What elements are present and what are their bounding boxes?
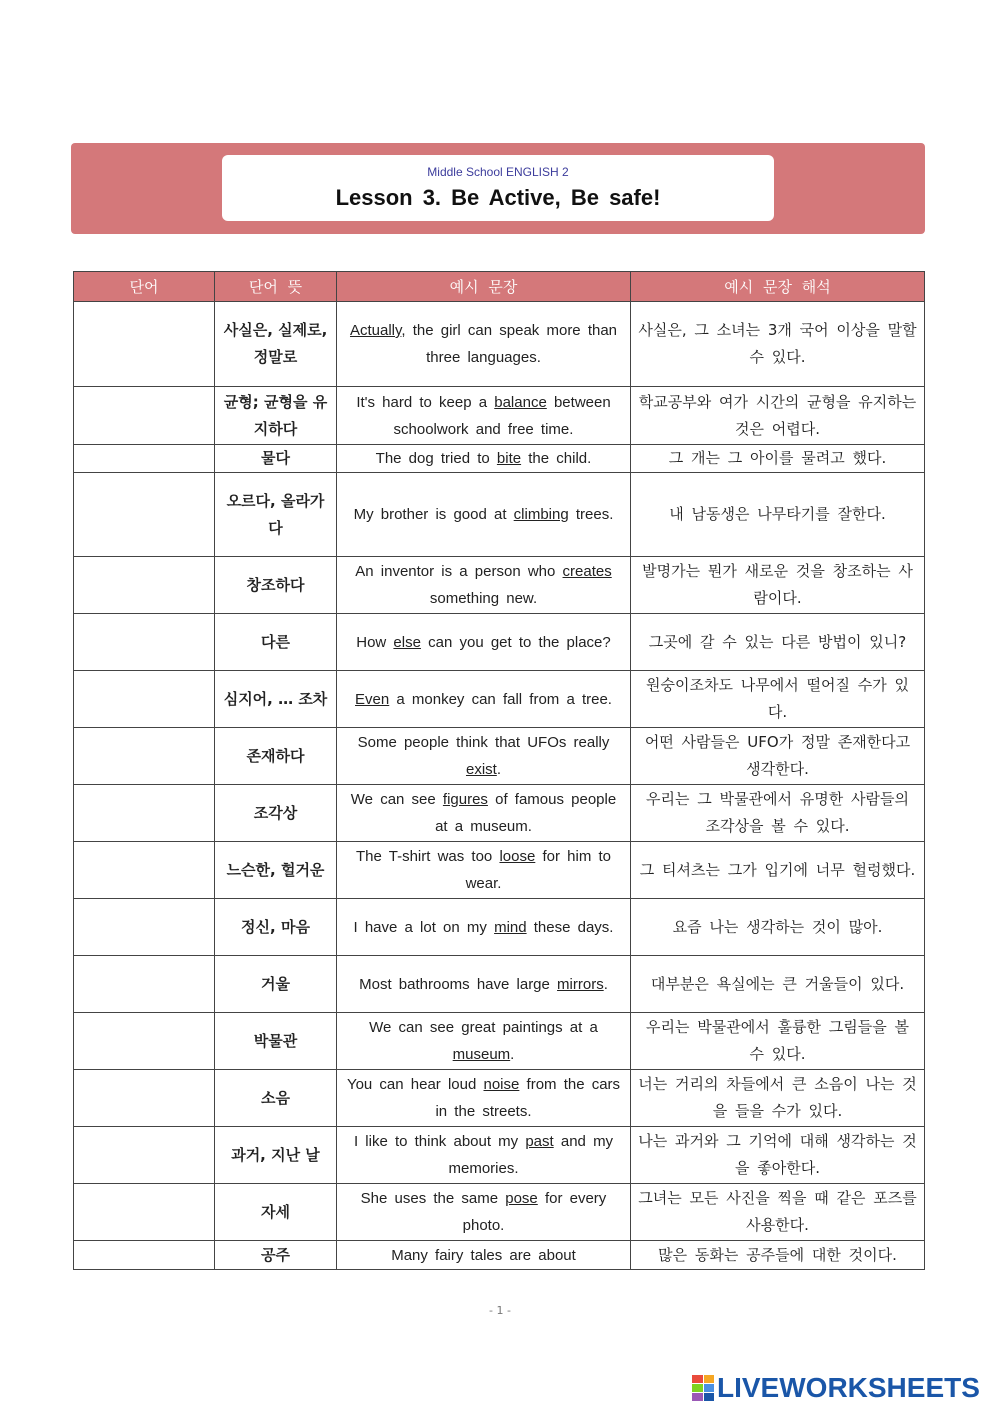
example-keyword: museum [452,1046,511,1063]
example-sentence [337,387,631,445]
example-text-before: You can hear loud [346,1076,484,1093]
example-keyword: pose [505,1190,538,1207]
example-keyword: bite [496,450,522,467]
example-text-after: . [603,975,608,993]
example-keyword: noise [483,1076,520,1093]
table-row [74,842,925,899]
word-meaning: 느슨한, 헐거운 [215,842,337,899]
word-meaning: 거울 [215,956,337,1013]
example-text-after: . [496,761,501,778]
word-meaning: 심지어, … 조차 [215,671,337,728]
word-meaning: 창조하다 [215,557,337,614]
example-sentence [337,785,631,842]
example-keyword: exist [465,761,497,778]
word-answer-cell[interactable] [74,387,215,445]
word-meaning: 공주 [215,1241,337,1270]
vocabulary-table [73,271,925,1270]
example-keyword: loose [499,848,536,865]
example-sentence [337,728,631,785]
example-text-before: We can see great paintings at a [369,1019,598,1036]
example-sentence [337,1127,631,1184]
word-meaning: 과거, 지난 날 [215,1127,337,1184]
word-answer-cell[interactable] [74,956,215,1013]
example-translation: 너는 거리의 차들에서 큰 소음이 나는 것을 들을 수가 있다. [631,1070,925,1127]
word-meaning: 물다 [215,445,337,473]
example-text-before: I have a lot on my [353,918,495,936]
example-keyword: mind [494,918,527,936]
example-text-after: these days. [526,918,614,936]
example-translation: 내 남동생은 나무타기를 잘한다. [631,473,925,557]
table-row [74,1184,925,1241]
column-header-translation: 예시 문장 해석 [631,272,925,302]
example-text-after: the child. [521,450,592,467]
example-translation: 대부분은 욕실에는 큰 거울들이 있다. [631,956,925,1013]
table-row [74,302,925,387]
example-text-after: . [510,1046,515,1063]
example-sentence [337,1070,631,1127]
word-meaning: 정신, 마음 [215,899,337,956]
example-text-after: for him to wear. [465,848,611,892]
example-text-before: How [356,633,394,651]
example-keyword: mirrors [557,975,604,993]
table-row [74,557,925,614]
example-translation: 우리는 그 박물관에서 유명한 사람들의 조각상을 볼 수 있다. [631,785,925,842]
word-meaning: 조각상 [215,785,337,842]
example-sentence [337,1184,631,1241]
example-sentence [337,899,631,956]
word-answer-cell[interactable] [74,728,215,785]
example-text-before: It's hard to keep a [356,393,495,411]
word-answer-cell[interactable] [74,445,215,473]
example-translation: 우리는 박물관에서 훌륭한 그림들을 볼 수 있다. [631,1013,925,1070]
example-translation: 그 티셔츠는 그가 입기에 너무 헐렁했다. [631,842,925,899]
example-text-after: and my memories. [448,1133,614,1177]
column-header-meaning: 단어 뜻 [215,272,337,302]
example-sentence [337,671,631,728]
example-sentence [337,1241,631,1270]
example-translation: 발명가는 뭔가 새로운 것을 창조하는 사람이다. [631,557,925,614]
example-translation: 많은 동화는 공주들에 대한 것이다. [631,1241,925,1270]
word-answer-cell[interactable] [74,1070,215,1127]
word-meaning: 균형; 균형을 유지하다 [215,387,337,445]
table-row [74,728,925,785]
banner-title-box [222,155,774,221]
example-text-after: trees. [568,506,614,523]
word-meaning: 사실은, 실제로, 정말로 [215,302,337,387]
example-translation: 요즘 나는 생각하는 것이 많아. [631,899,925,956]
table-row [74,1013,925,1070]
example-keyword: Actually [349,322,402,339]
example-translation: 그 개는 그 아이를 물려고 했다. [631,445,925,473]
example-text-before: Most bathrooms have large [359,975,558,993]
example-text-after: something new. [429,590,538,607]
example-translation: 어떤 사람들은 UFO가 정말 존재한다고 생각한다. [631,728,925,785]
column-header-word: 단어 [74,272,215,302]
table-row [74,473,925,557]
table-header-row [74,272,925,302]
word-answer-cell[interactable] [74,614,215,671]
column-header-example: 예시 문장 [337,272,631,302]
example-keyword: past [525,1133,554,1150]
example-text-after: a monkey can fall from a tree. [389,690,612,708]
word-answer-cell[interactable] [74,1184,215,1241]
logo-text: LIVEWORKSHEETS [717,1372,980,1403]
example-translation: 학교공부와 여가 시간의 균형을 유지하는 것은 어렵다. [631,387,925,445]
word-answer-cell[interactable] [74,473,215,557]
example-text-after: from the cars in the streets. [435,1076,621,1120]
lesson-banner [71,143,925,234]
example-sentence [337,1013,631,1070]
example-translation: 그녀는 모든 사진을 찍을 때 같은 포즈를 사용한다. [631,1184,925,1241]
word-answer-cell[interactable] [74,302,215,387]
example-text-after: of famous people at a museum. [435,791,617,835]
example-sentence [337,473,631,557]
table-row [74,614,925,671]
word-meaning: 오르다, 올라가다 [215,473,337,557]
example-keyword: else [393,633,421,651]
liveworksheets-logo-icon [692,1375,714,1401]
word-answer-cell[interactable] [74,842,215,899]
example-text-before: Some people think that UFOs really [357,734,610,751]
example-translation: 나는 과거와 그 기억에 대해 생각하는 것을 좋아한다. [631,1127,925,1184]
example-keyword: figures [442,791,488,808]
example-text-before: My brother is good at [353,506,514,523]
example-text-before: I like to think about my [353,1133,526,1150]
example-text-before: Many fairy tales are about [391,1246,576,1264]
word-answer-cell[interactable] [74,557,215,614]
word-answer-cell[interactable] [74,1241,215,1270]
table-row [74,956,925,1013]
example-keyword: climbing [513,506,569,523]
word-answer-cell[interactable] [74,785,215,842]
example-text-before: An inventor is a person who [355,563,563,580]
table-row [74,899,925,956]
word-answer-cell[interactable] [74,671,215,728]
word-answer-cell[interactable] [74,899,215,956]
example-text-before: We can see [350,791,443,808]
lesson-title: Lesson 3. Be Active, Be safe! [335,185,661,210]
word-meaning: 박물관 [215,1013,337,1070]
table-row [74,785,925,842]
word-meaning: 소음 [215,1070,337,1127]
table-row [74,1241,925,1270]
example-sentence [337,614,631,671]
word-meaning: 다른 [215,614,337,671]
example-sentence [337,956,631,1013]
example-keyword: balance [494,393,547,411]
example-text-after: , the girl can speak more than three languages. [401,322,618,366]
example-text-before: The dog tried to [375,450,497,467]
example-keyword: Even [355,690,390,708]
word-answer-cell[interactable] [74,1127,215,1184]
example-text-after: between schoolwork and free time. [393,393,611,438]
word-meaning: 자세 [215,1184,337,1241]
word-meaning: 존재하다 [215,728,337,785]
example-translation: 사실은, 그 소녀는 3개 국어 이상을 말할 수 있다. [631,302,925,387]
example-sentence [337,842,631,899]
table-row [74,1127,925,1184]
example-text-before: She uses the same [360,1190,506,1207]
example-sentence [337,445,631,473]
table-row [74,387,925,445]
example-text-after: for every photo. [462,1190,607,1234]
table-row [74,1070,925,1127]
example-translation: 원숭이조차도 나무에서 떨어질 수가 있다. [631,671,925,728]
liveworksheets-logo [692,1374,980,1402]
example-sentence [337,557,631,614]
example-text-after: can you get to the place? [420,633,611,651]
page-number: - 1 - [489,1304,511,1317]
example-sentence [337,302,631,387]
example-translation: 그곳에 갈 수 있는 다른 방법이 있니? [631,614,925,671]
table-row [74,671,925,728]
example-text-before: The T-shirt was too [356,848,500,865]
example-keyword: creates [562,563,612,580]
word-answer-cell[interactable] [74,1013,215,1070]
table-row [74,445,925,473]
course-subtitle: Middle School ENGLISH 2 [427,165,569,179]
